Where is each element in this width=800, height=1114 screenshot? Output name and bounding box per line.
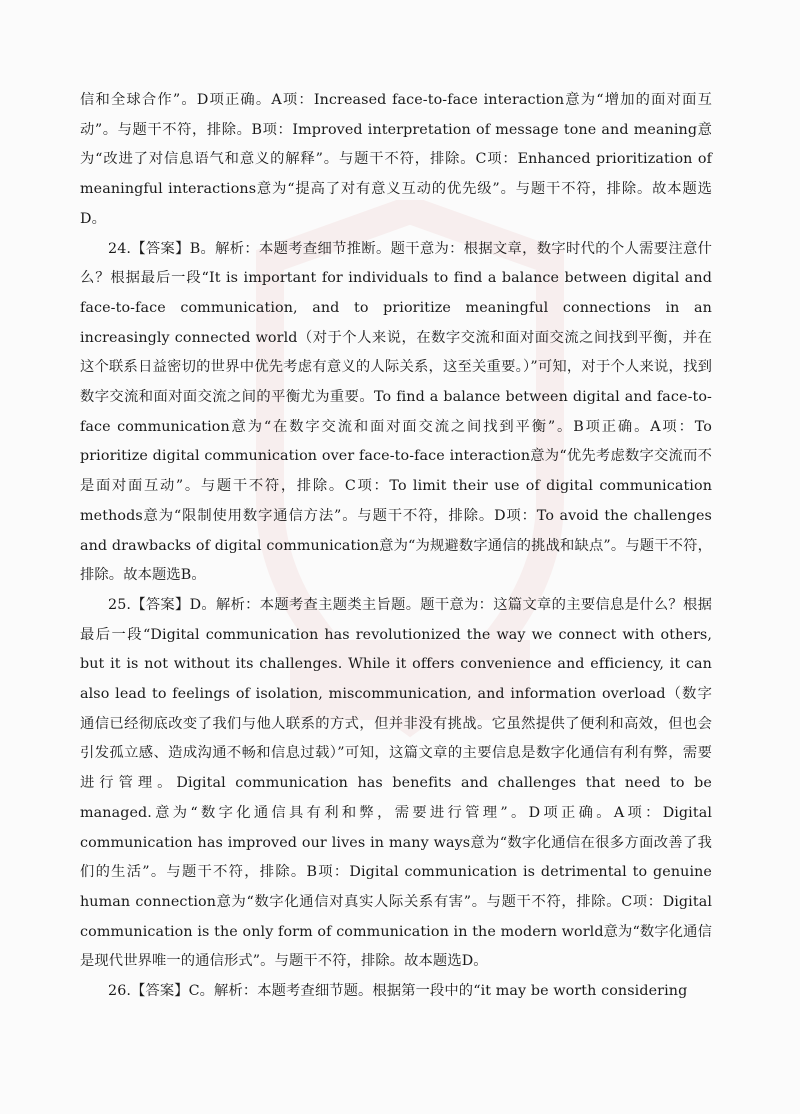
- paragraph-q24: 24.【答案】B。解析：本题考查细节推断。题干意为：根据文章，数字时代的个人需要注意什么？根据最后一段“It is important for individuals to find a balance between digital and face-to-face communication, and to prioritize meaningful connections in an increasingly connected world（对于个人来说，在数字交流和面对面交流之间找到平衡，并在这个联系日益密切的世界中优先考虑有意义的人际关系，这至关重要。）”可知，对于个人来说，找到数字交流和面对面交流之间的平衡尤为重要。To find a balance between digital and face-to-face communication意为“在数字交流和面对面交流之间找到平衡”。B项正确。A项：To prioritize digital communication over face-to-face interaction意为“优先考虑数字交流而不是面对面互动”。与题干不符，排除。C项：To limit their use of digital communication methods意为“限制使用数字通信方法”。与题干不符，排除。D项：To avoid the challenges and drawbacks of digital communication意为“为规避数字通信的挑战和缺点”。与题干不符，排除。故本题选B。: [80, 240, 712, 584]
- document-page: [80, 86, 712, 1007]
- paragraph-q23-continuation: 信和全球合作”。D项正确。A项：Increased face-to-face interaction意为“增加的面对面互动”。与题干不符，排除。B项：Improved interpretation of message tone and meaning意为“改进了对信息语气和意义的解释”。与题干不符，排除。C项：Enhanced prioritization of meaningful interactions意为“提高了对有意义互动的优先级”。与题干不符，排除。故本题选D。: [80, 92, 712, 227]
- paragraph-q26: 26.【答案】C。解析：本题考查细节题。根据第一段中的“it may be worth considering: [108, 983, 688, 1000]
- paragraph-q25: 25.【答案】D。解析：本题考查主题类主旨题。题干意为：这篇文章的主要信息是什么？根据最后一段“Digital communication has revolutionized the way we connect with others, but it is not without its challenges. While it offers convenience and efficiency, it can also lead to feelings of isolation, miscommunication, and information overload（数字通信已经彻底改变了我们与他人联系的方式，但并非没有挑战。它虽然提供了便利和高效，但也会引发孤立感、造成沟通不畅和信息过载）”可知，这篇文章的主要信息是数字化通信有利有弊，需要进行管理。Digital communication has benefits and challenges that need to be managed.意为“数字化通信具有利和弊，需要进行管理”。D项正确。A项：Digital communication has improved our lives in many ways意为“数字化通信在很多方面改善了我们的生活”。与题干不符，排除。B项：Digital communication is detrimental to genuine human connection意为“数字化通信对真实人际关系有害”。与题干不符，排除。C项：Digital communication is the only form of communication in the modern world意为“数字化通信是现代世界唯一的通信形式”。与题干不符，排除。故本题选D。: [80, 596, 712, 970]
